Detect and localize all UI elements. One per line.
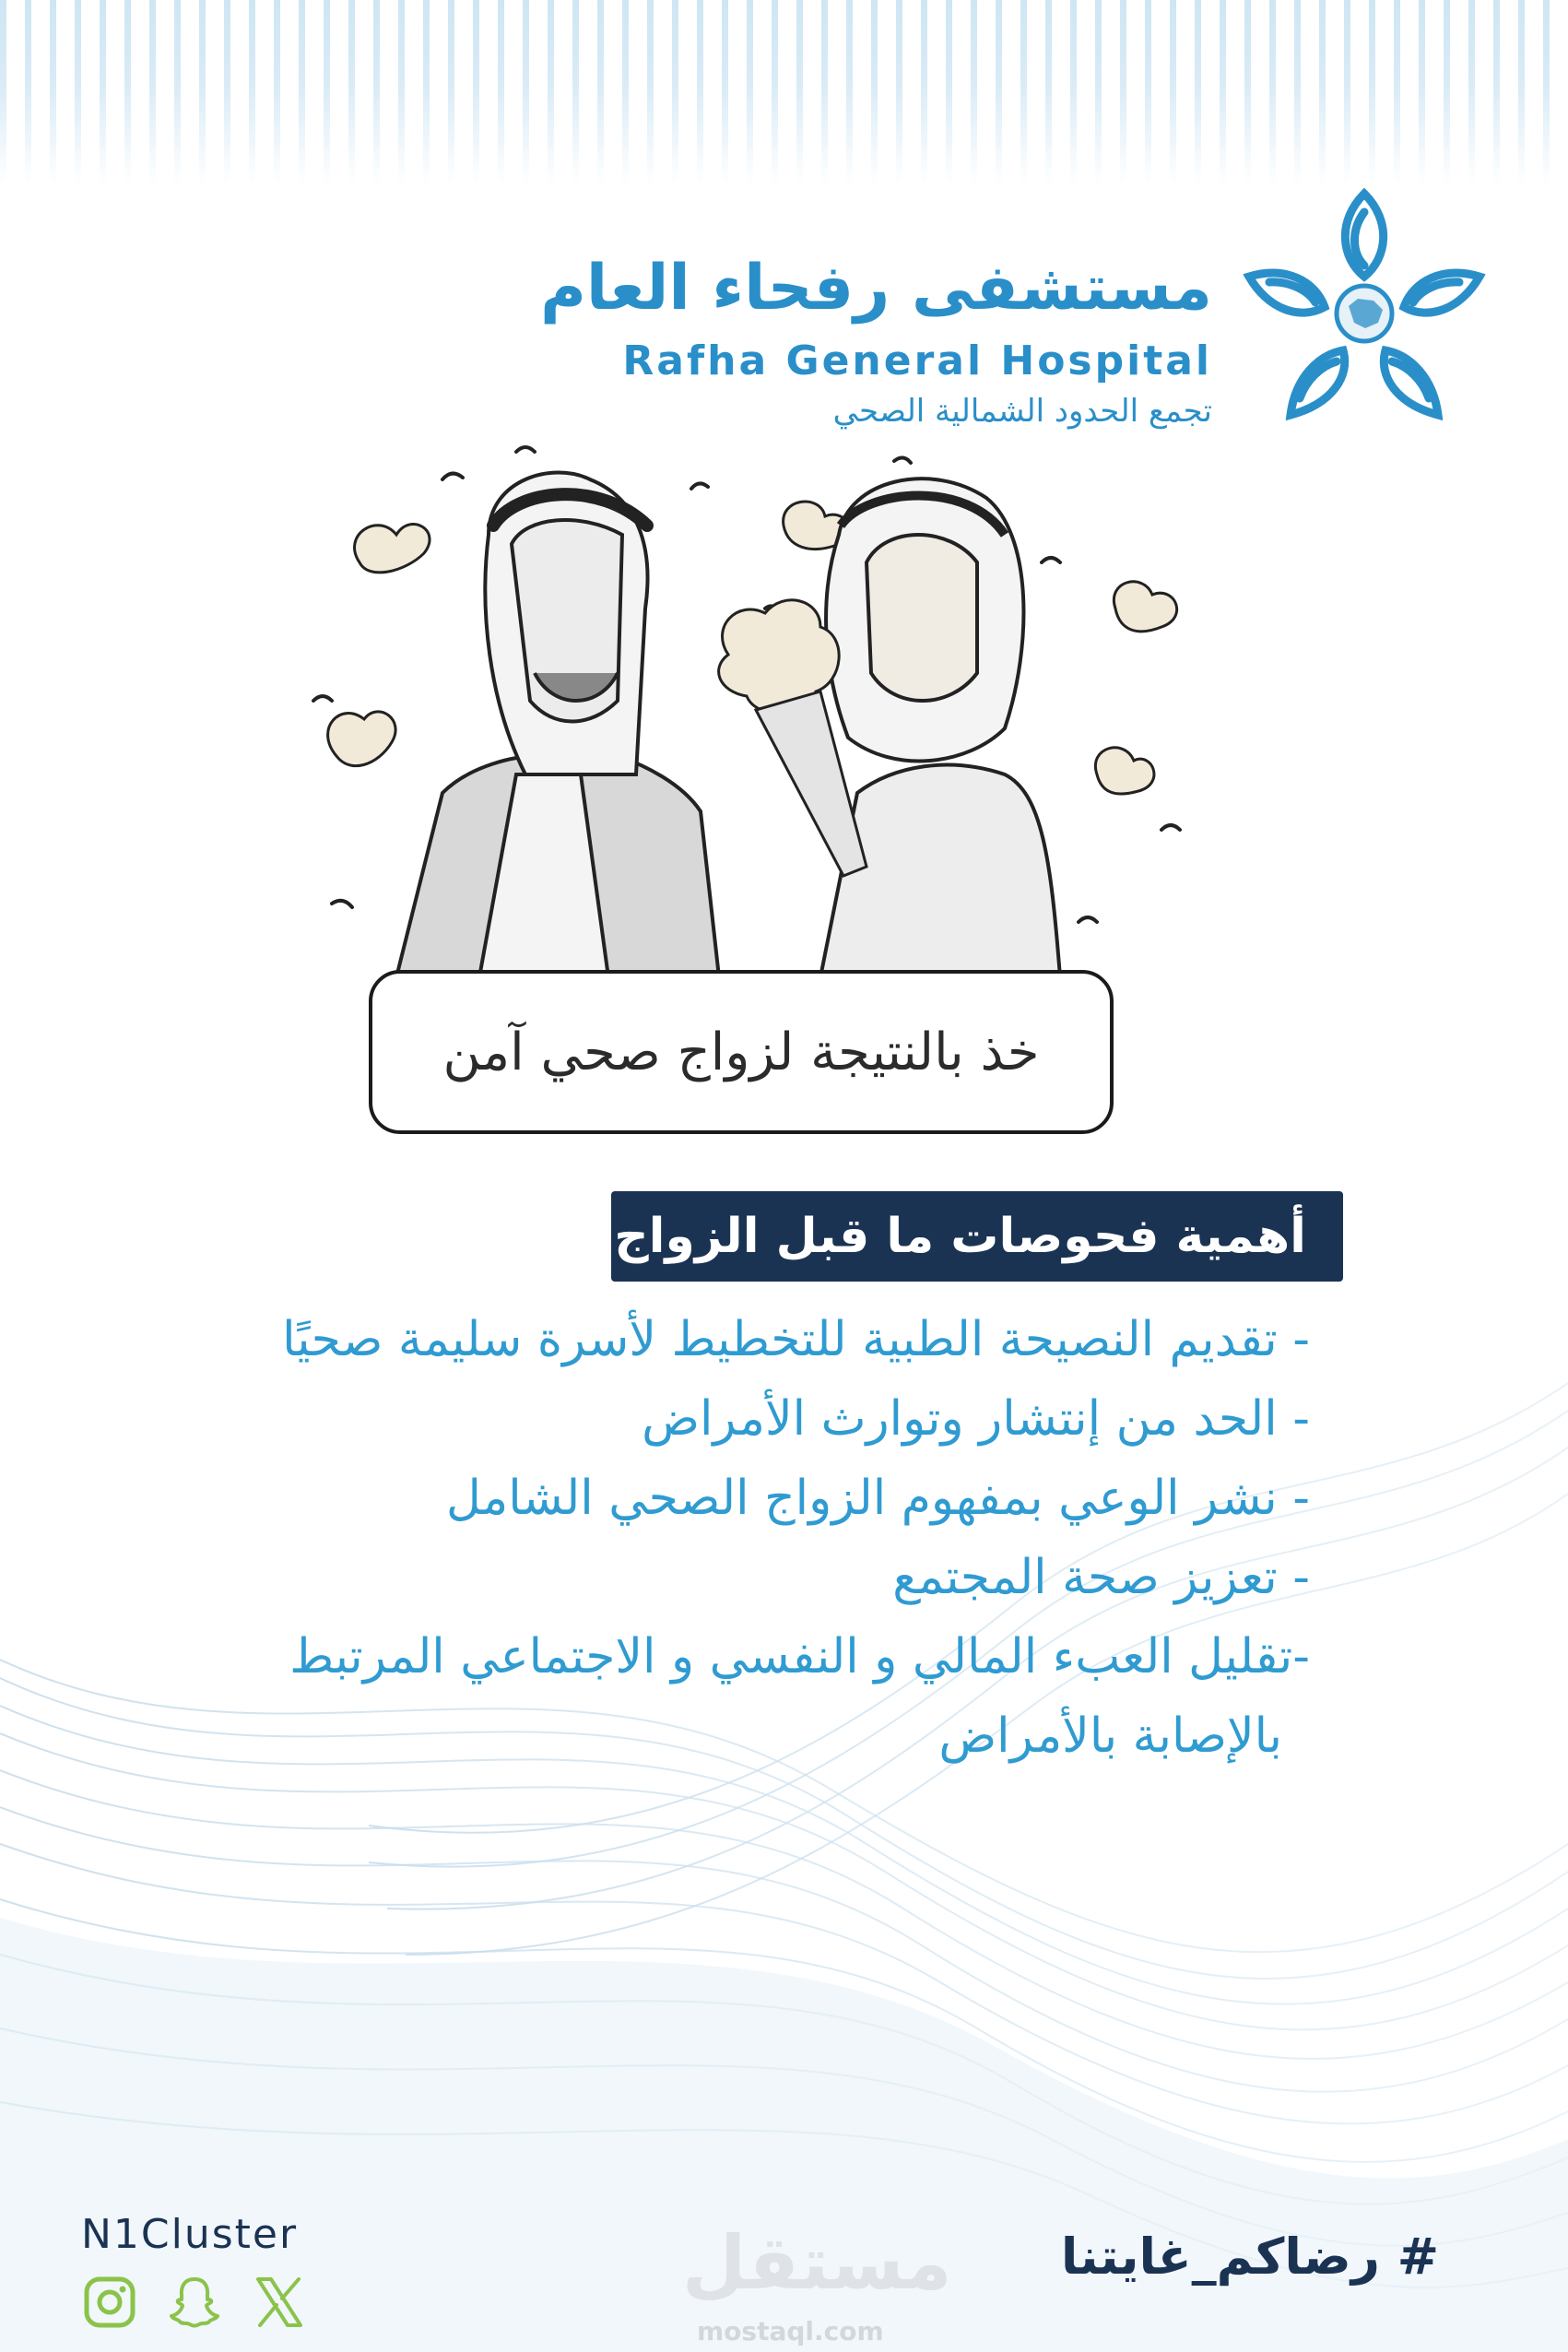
list-item-continuation: بالإصابة بالأمراض bbox=[938, 1708, 1282, 1764]
watermark-en: mostaql.com bbox=[697, 2316, 884, 2346]
list-item: - تعزيز صحة المجتمع bbox=[892, 1550, 1310, 1605]
list-item: -تقليل العبء المالي و النفسي و الاجتماعي المرتبط bbox=[289, 1629, 1310, 1684]
couple-illustration bbox=[304, 424, 1217, 987]
list-item: - نشر الوعي بمفهوم الزواج الصحي الشامل bbox=[445, 1471, 1310, 1526]
social-icons bbox=[81, 2274, 308, 2331]
hospital-name-ar: مستشفى رفحاء العام bbox=[540, 252, 1212, 325]
list-item: - تقديم النصيحة الطبية للتخطيط لأسرة سليمة صحيًا bbox=[282, 1312, 1310, 1367]
hospital-name-en: Rafha General Hospital bbox=[622, 337, 1212, 384]
slogan-box bbox=[369, 970, 1114, 1134]
hospital-logo bbox=[1240, 184, 1489, 424]
section-heading-text: أهمية فحوصات ما قبل الزواج : bbox=[578, 1209, 1306, 1264]
slogan-text: خذ بالنتيجة لزواج صحي آمن bbox=[442, 1022, 1040, 1082]
x-icon[interactable] bbox=[251, 2274, 308, 2331]
list-item: - الحد من إنتشار وتوارث الأمراض bbox=[642, 1391, 1310, 1447]
social-handle: N1Cluster bbox=[81, 2211, 299, 2258]
top-stripes bbox=[0, 0, 1568, 184]
section-heading bbox=[578, 1191, 1343, 1282]
watermark-ar: مستقل bbox=[682, 2220, 952, 2306]
snapchat-icon[interactable] bbox=[166, 2274, 223, 2331]
cluster-name-ar: تجمع الحدود الشمالية الصحي bbox=[832, 393, 1212, 430]
hashtag: # رضاكم_غايتنا bbox=[1060, 2228, 1439, 2286]
instagram-icon[interactable] bbox=[81, 2274, 138, 2331]
benefits-list bbox=[204, 1300, 1310, 1776]
